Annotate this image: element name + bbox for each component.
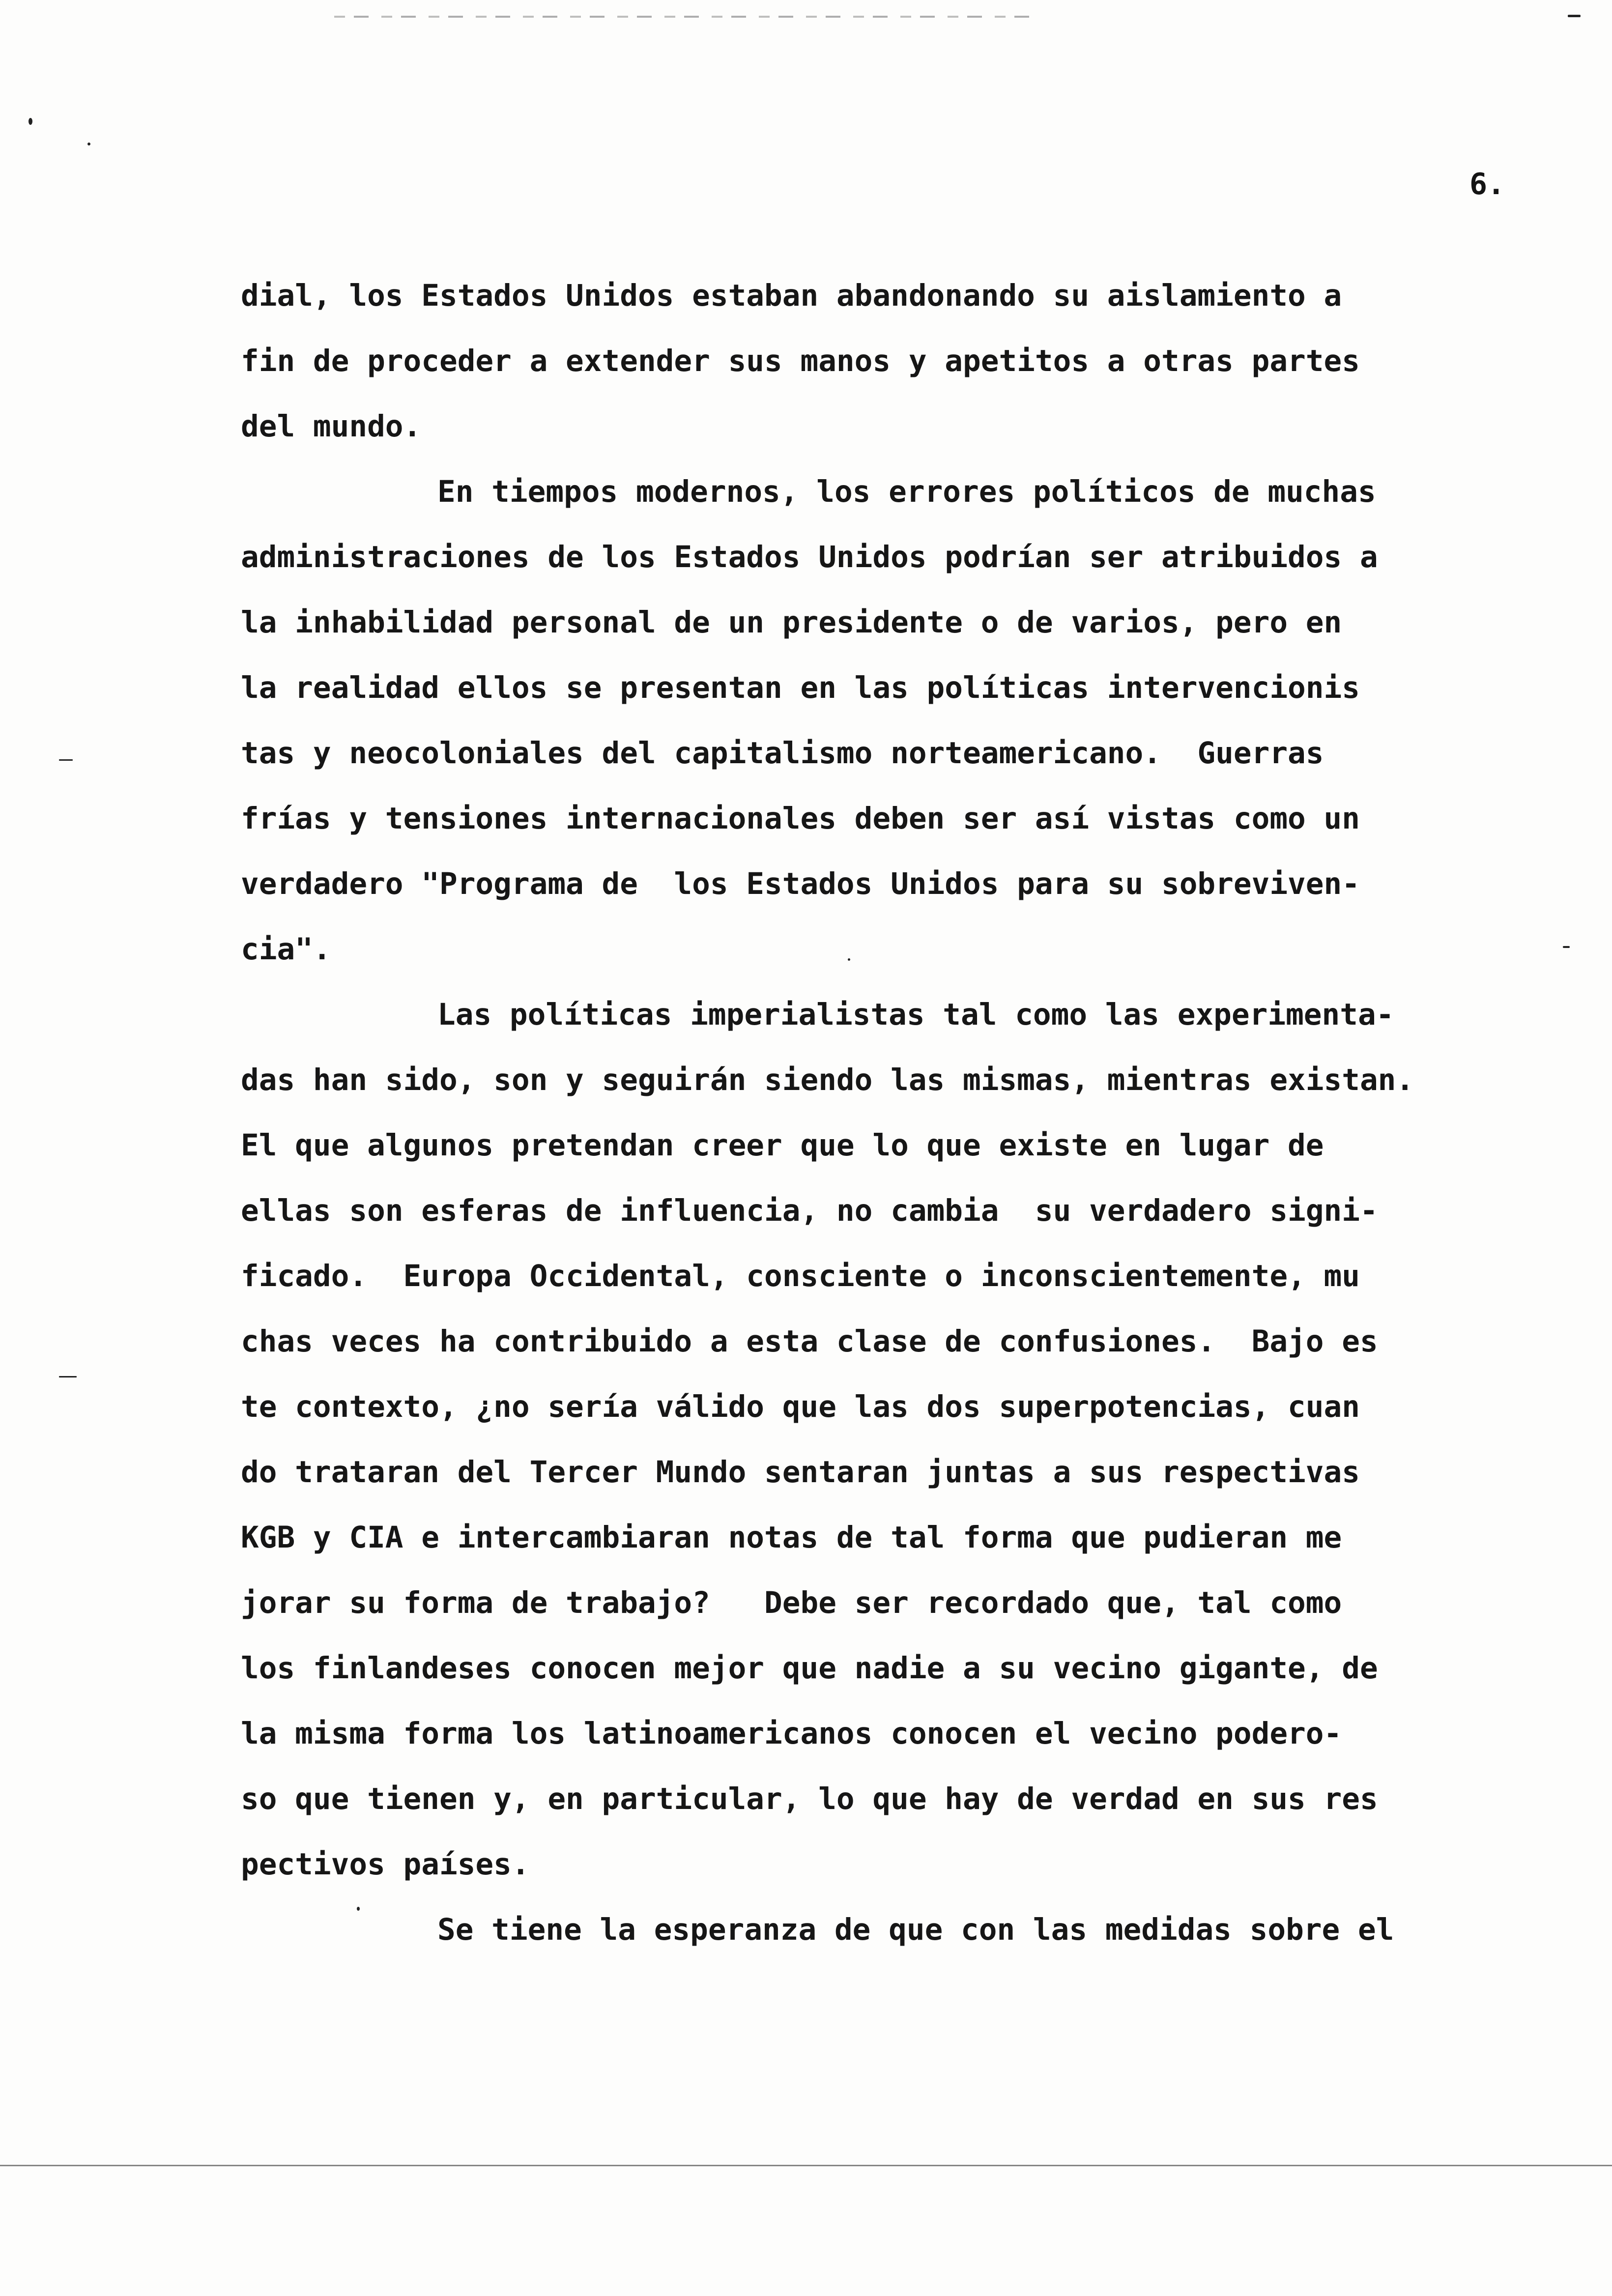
text-line: del mundo.: [241, 409, 422, 444]
text-line: pectivos países.: [241, 1847, 530, 1882]
text-line: la misma forma los latinoamericanos conocen el vecino podero-: [241, 1716, 1342, 1751]
text-line: jorar su forma de trabajo? Debe ser recordado que, tal como: [241, 1585, 1342, 1620]
text-line: administraciones de los Estados Unidos podrían ser atribuidos a: [241, 540, 1378, 574]
scan-speck: [29, 118, 32, 125]
text-line: la inhabilidad personal de un presidente o de varios, pero en: [241, 605, 1342, 640]
text-line: das han sido, son y seguirán siendo las mismas, mientras existan.: [241, 1062, 1414, 1097]
page-number: 6.: [1469, 167, 1505, 201]
text-line: dial, los Estados Unidos estaban abandonando su aislamiento a: [241, 278, 1342, 313]
scan-artifact-bottom-line: [0, 2165, 1612, 2166]
text-line: chas veces ha contribuido a esta clase de confusiones. Bajo es: [241, 1324, 1378, 1359]
text-line: te contexto, ¿no sería válido que las dos superpotencias, cuan: [241, 1389, 1360, 1424]
body-text: [241, 263, 1568, 1962]
text-line: Se tiene la esperanza de que con las medidas sobre el: [437, 1912, 1394, 1947]
text-line: frías y tensiones internacionales deben ser así vistas como un: [241, 801, 1360, 836]
text-line: Las políticas imperialistas tal como las experimenta-: [437, 997, 1394, 1032]
text-line: do trataran del Tercer Mundo sentaran juntas a sus respectivas: [241, 1455, 1360, 1490]
text-line: verdadero "Programa de los Estados Unidos para su sobreviven-: [241, 866, 1360, 901]
scan-artifact-top: [334, 16, 1032, 18]
scan-speck: [1568, 15, 1581, 17]
text-line: El que algunos pretendan creer que lo que existe en lugar de: [241, 1128, 1324, 1163]
text-line: En tiempos modernos, los errores políticos de muchas: [437, 474, 1376, 509]
text-line: so que tienen y, en particular, lo que hay de verdad en sus res: [241, 1781, 1378, 1816]
text-line: ellas son esferas de influencia, no cambia su verdadero signi-: [241, 1193, 1378, 1228]
scan-speck: [87, 143, 90, 145]
text-line: tas y neocoloniales del capitalismo norteamericano. Guerras: [241, 736, 1324, 771]
text-line: la realidad ellos se presentan en las políticas intervencionis: [241, 670, 1360, 705]
text-line: ficado. Europa Occidental, consciente o inconscientemente, mu: [241, 1259, 1360, 1293]
text-line: fin de proceder a extender sus manos y apetitos a otras partes: [241, 344, 1360, 378]
scan-speck: [59, 1376, 77, 1378]
text-line: los finlandeses conocen mejor que nadie a su vecino gigante, de: [241, 1651, 1378, 1686]
text-line: cia".: [241, 932, 331, 967]
text-line: KGB y CIA e intercambiaran notas de tal forma que pudieran me: [241, 1520, 1342, 1555]
scan-speck: [59, 759, 73, 761]
